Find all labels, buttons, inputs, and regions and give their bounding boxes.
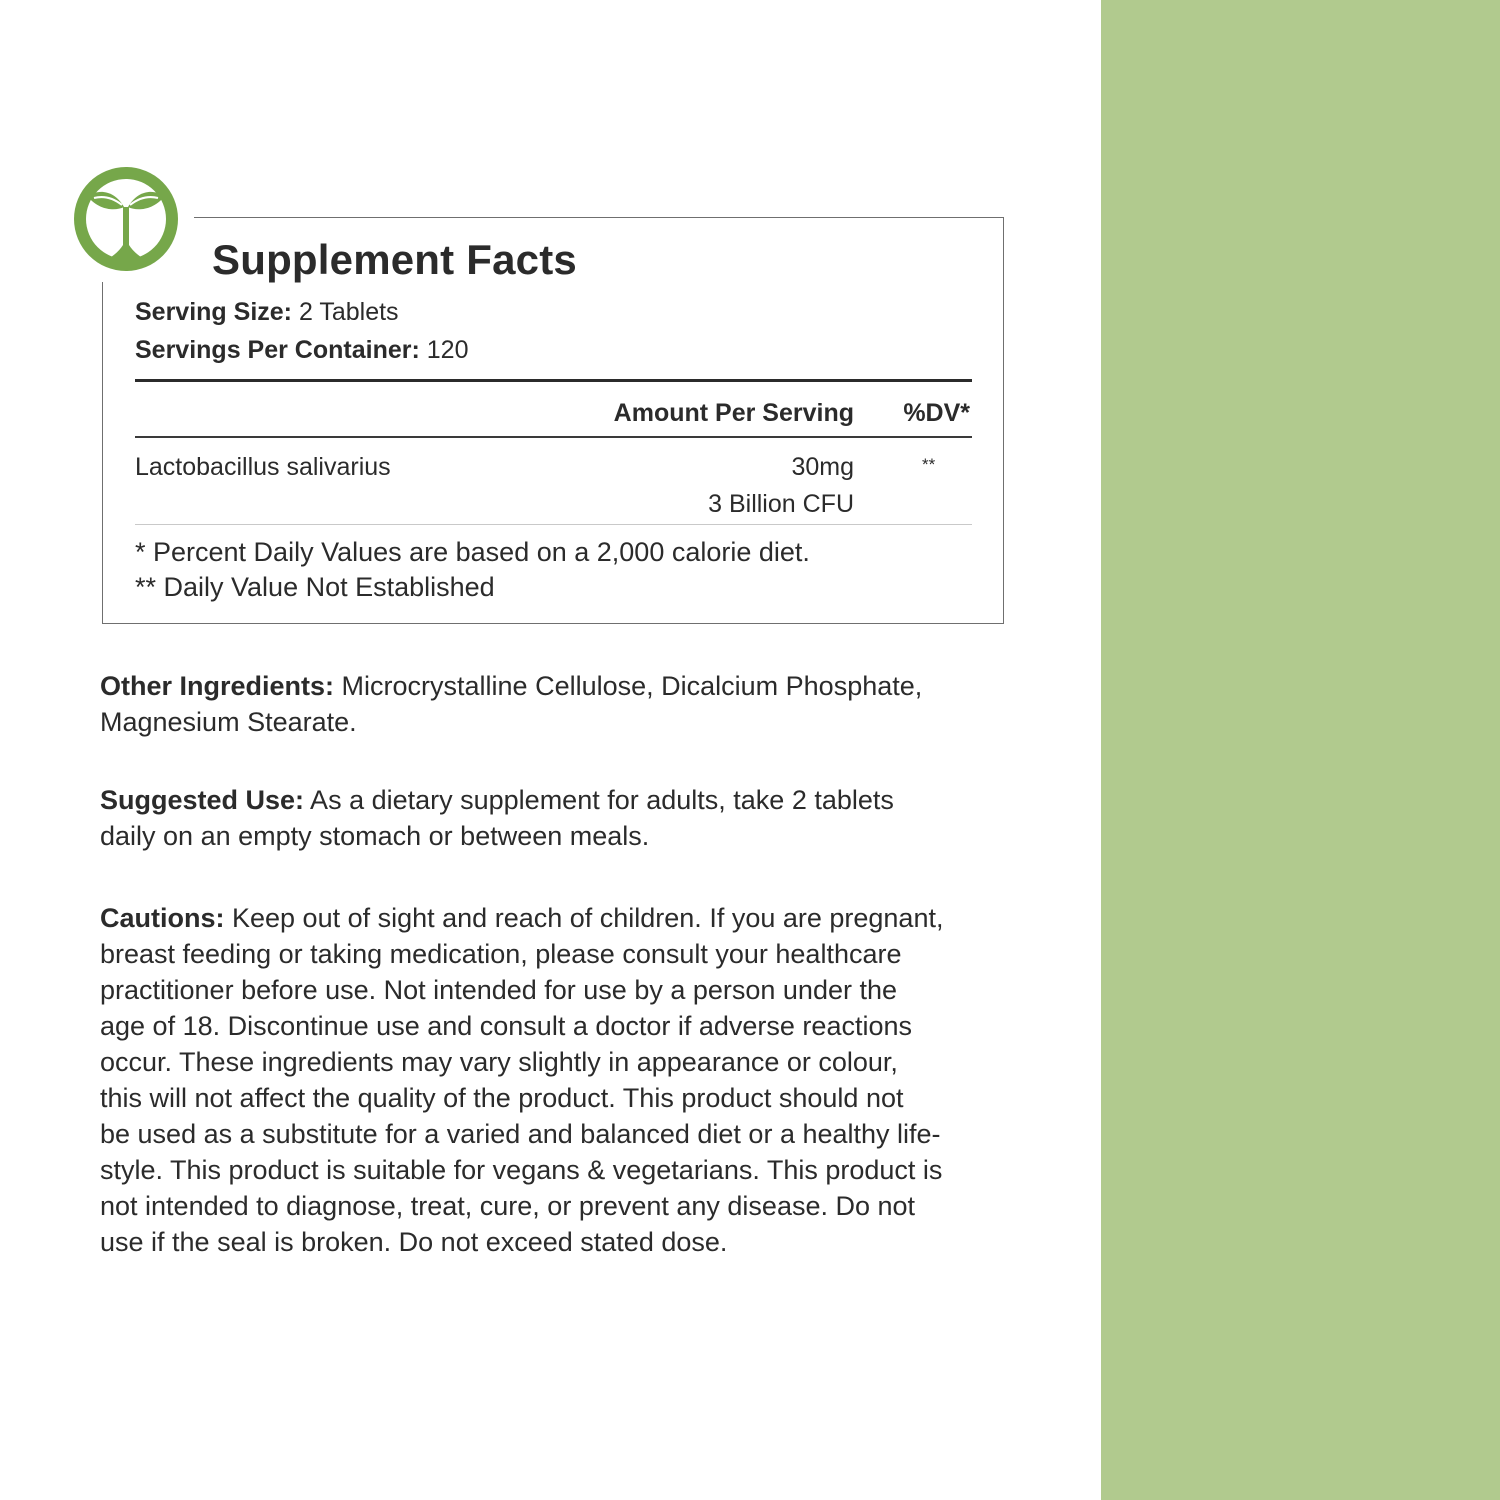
column-header-amount: Amount Per Serving <box>613 399 854 427</box>
serving-size-label: Serving Size: <box>135 298 292 326</box>
servings-per-container-value: 120 <box>419 336 469 364</box>
suggested-use-label: Suggested Use: <box>100 785 305 815</box>
servings-per-container-label: Servings Per Container: <box>135 336 420 364</box>
ingredient-name: Lactobacillus salivarius <box>135 453 391 481</box>
cautions-line: breast feeding or taking medication, please consult your healthcare <box>100 939 902 969</box>
cautions-line: age of 18. Discontinue use and consult a doctor if adverse reactions <box>100 1011 912 1041</box>
suggested-use-text-2: daily on an empty stomach or between meals. <box>100 821 650 851</box>
serving-size-value: 2 Tablets <box>292 298 399 326</box>
other-ingredients-text: Microcrystalline Cellulose, Dicalcium Phosphate, <box>334 671 923 701</box>
ingredient-amount: 30mg <box>791 453 854 481</box>
suggested-use-text: As a dietary supplement for adults, take 2 tablets <box>304 785 894 815</box>
ingredient-dv: ** <box>922 455 936 474</box>
cautions-line: use if the seal is broken. Do not exceed stated dose. <box>100 1227 728 1257</box>
footnote-not-established: ** Daily Value Not Established <box>135 572 495 602</box>
divider-thick <box>135 379 972 382</box>
column-header-dv: %DV* <box>903 399 970 427</box>
cautions <box>100 900 1030 1260</box>
cautions-line: be used as a substitute for a varied and balanced diet or a healthy life- <box>100 1119 941 1149</box>
divider <box>135 436 972 438</box>
sprout-logo-icon <box>74 167 178 271</box>
footnote-dv: * Percent Daily Values are based on a 2,000 calorie diet. <box>135 537 810 567</box>
supplement-facts-title: Supplement Facts <box>212 236 577 283</box>
other-ingredients-label: Other Ingredients: <box>100 671 335 701</box>
cautions-line: style. This product is suitable for vegans & vegetarians. This product is <box>100 1155 943 1185</box>
divider-thin <box>135 524 972 525</box>
cautions-line: this will not affect the quality of the product. This product should not <box>100 1083 904 1113</box>
cautions-line: Keep out of sight and reach of children. If you are pregnant, <box>224 903 944 933</box>
other-ingredients-text-2: Magnesium Stearate. <box>100 707 357 737</box>
other-ingredients <box>100 668 1030 740</box>
serving-size <box>135 298 399 327</box>
cautions-line: not intended to diagnose, treat, cure, or prevent any disease. Do not <box>100 1191 916 1221</box>
cautions-line: practitioner before use. Not intended for use by a person under the <box>100 975 898 1005</box>
suggested-use <box>100 782 1030 854</box>
cautions-line: occur. These ingredients may vary slightly in appearance or colour, <box>100 1047 898 1077</box>
green-side-panel <box>1101 0 1500 1500</box>
cautions-label: Cautions: <box>100 903 225 933</box>
servings-per-container <box>135 336 468 365</box>
ingredient-amount-cfu: 3 Billion CFU <box>708 490 854 518</box>
